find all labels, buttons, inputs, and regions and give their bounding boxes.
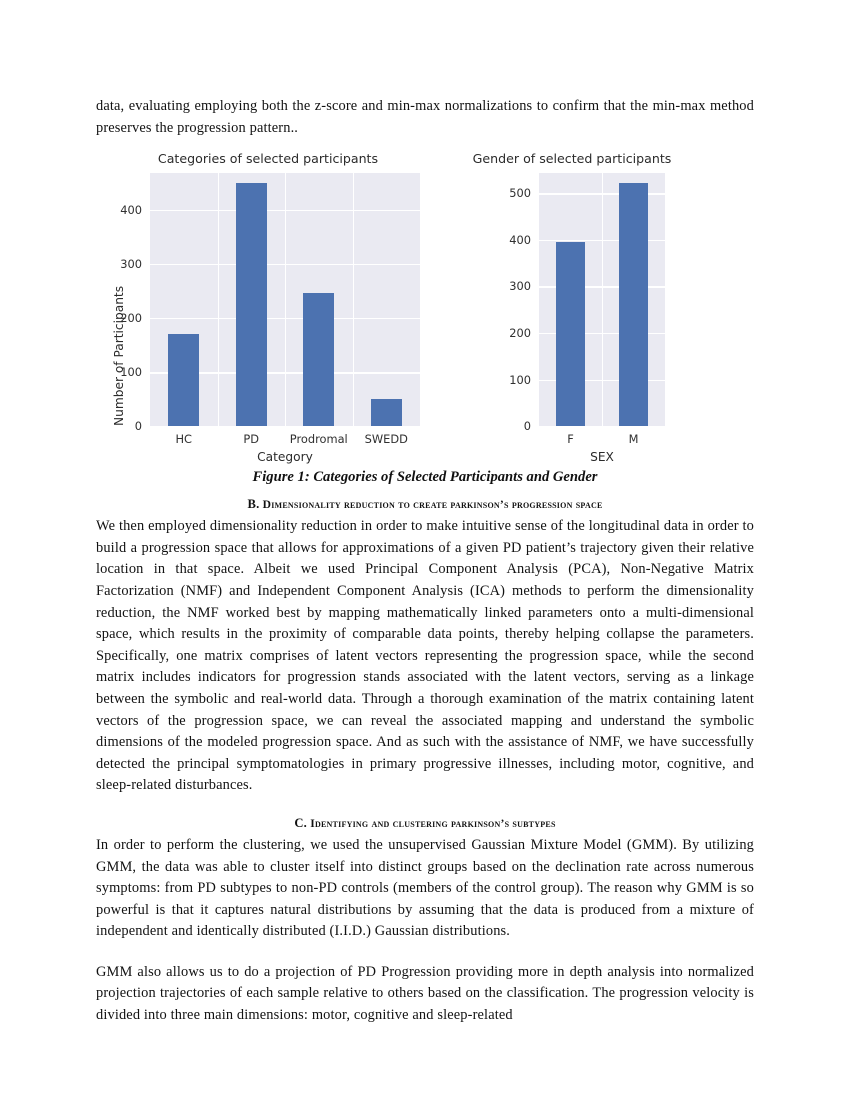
x-axis-label: Category — [257, 450, 313, 465]
bar — [303, 293, 334, 427]
section-title: Dimensionality reduction to create parkinson’s progression space — [262, 498, 603, 512]
x-gridline — [353, 173, 354, 426]
figure-caption: Figure 1: Categories of Selected Participants and Gender — [252, 469, 598, 486]
y-tick-label: 200 — [120, 311, 142, 326]
paragraph-4: GMM also allows us to do a projection of PD Progression providing more in depth analysis into normalized projection trajectories of each sample relative to others based on the classification. The progression velocity is divided into three main dimensions: motor, cognitive and sleep-related — [96, 963, 754, 1024]
x-gridline — [602, 173, 603, 426]
x-gridline — [218, 173, 219, 426]
y-tick-label: 300 — [120, 257, 142, 271]
chart-title: Gender of selected participants — [472, 151, 672, 167]
y-tick-label: 100 — [509, 372, 531, 387]
section-heading-b — [96, 497, 754, 512]
x-gridline — [285, 173, 286, 426]
y-axis-label: Number of Participants — [112, 286, 126, 427]
chart-title: Categories of selected participants — [157, 151, 379, 167]
x-tick-label: F — [567, 432, 574, 447]
paragraph-2: We then employed dimensionality reduction in order to make intuitive sense of the longitudinal data in order to build a progression space that allows for approximations of a given PD patient’s trajectory given their relative location in that space. Albeit we used Principal Component Analysis (PCA), Non-Negative Matrix Factorization (NMF) and Independent Component Analysis (ICA) methods to perform the dimensionality reduction, the NMF worked best by mapping mathematically linked parameters onto a multi-dimensional space, which results in the proximity of comparable data points, thereby helping collapse the parameters. Specifically, one matrix comprises of latent vectors representing the progression space, while the second matrix includes indicators for progression stands associated with the latent vectors, serving as a linkage between the symbolic and real-world data. Through a thorough examination of the matrix containing latent vectors of the progression space, we can reveal the associated mapping and understand the symbolic dimensions of the modeled progression space. And as such with the assistance of NMF, we have successfully detected the principal symptomatologies in primary progressive illnesses, including motor, cognitive, and sleep-related disturbances. — [96, 518, 754, 794]
x-axis-label: SEX — [590, 450, 614, 465]
plot-area — [539, 173, 665, 426]
bar — [236, 183, 267, 426]
bar — [556, 242, 585, 427]
y-tick-label: 0 — [523, 419, 531, 434]
y-tick-label: 100 — [120, 365, 142, 380]
y-tick-label: 400 — [120, 202, 142, 217]
section-title: Identifying and clustering parkinson’s subtypes — [310, 816, 556, 830]
section-letter: B. — [247, 497, 260, 512]
x-tick-label: PD — [243, 432, 260, 447]
y-tick-label: 200 — [509, 326, 531, 340]
section-letter: C. — [294, 815, 308, 830]
charts-row — [96, 151, 754, 463]
y-tick-label: 0 — [134, 419, 142, 434]
chart-categories-of-selected-participants — [98, 151, 438, 463]
paragraph-1: data, evaluating employing both the z-score and min-max normalizations to confirm that the min-max method preserves the progression pattern.. — [96, 98, 754, 136]
y-tick-label: 500 — [509, 186, 531, 201]
y-tick-label: 300 — [509, 279, 531, 294]
x-tick-label: Prodromal — [289, 432, 348, 447]
bar — [168, 334, 199, 426]
paragraph-3: In order to perform the clustering, we used the unsupervised Gaussian Mixture Model (GMM). By utilizing GMM, the data was able to cluster itself into distinct groups based on the declination rate across numerous symptoms: from PD subtypes to non-PD controls (members of the control group). The reason why GMM is so powerful is that it captures natural distributions by assuming that the data is produced from a mixture of independent and identically distributed (I.I.D.) Gaussian distributions. — [96, 836, 754, 940]
x-tick-label: SWEDD — [364, 432, 408, 447]
x-tick-label: HC — [175, 432, 193, 447]
bar — [371, 399, 402, 427]
chart-gender-of-selected-participants — [438, 151, 718, 463]
bar — [619, 183, 648, 426]
plot-area — [150, 173, 420, 426]
section-heading-c — [96, 816, 754, 831]
figure-1 — [96, 151, 754, 486]
y-tick-label: 400 — [509, 232, 531, 247]
page-content — [96, 96, 754, 1027]
x-tick-label: M — [628, 432, 639, 447]
